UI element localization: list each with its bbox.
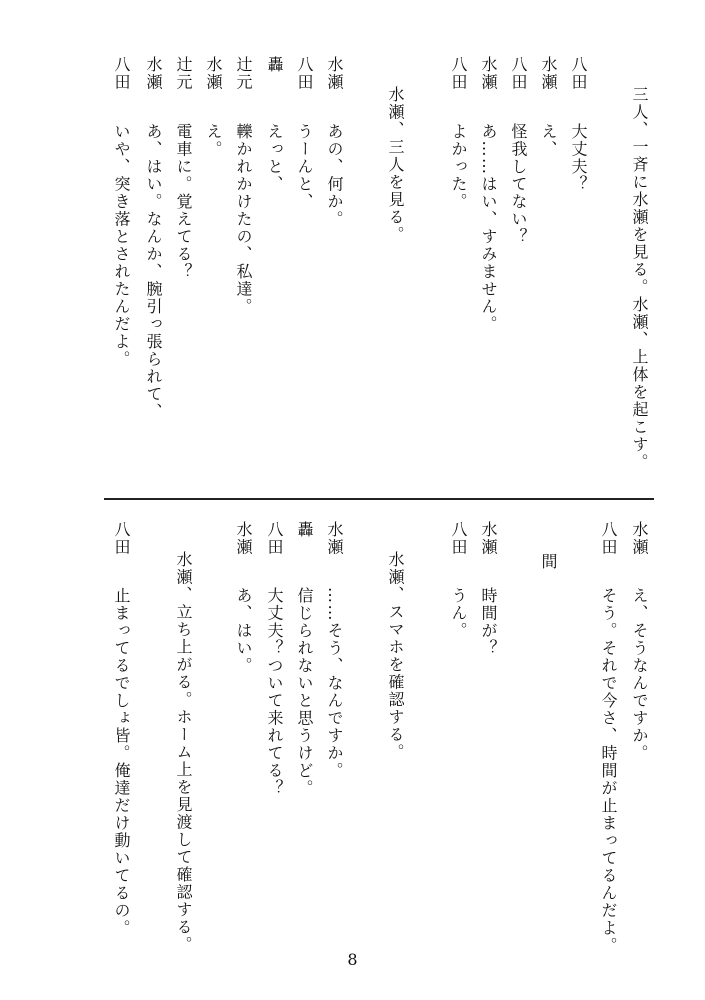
dialogue-line: 時間が？ (479, 587, 498, 657)
speaker-name: 八田 (449, 521, 468, 556)
section-divider (104, 498, 654, 500)
dialogue-line: よかった。 (449, 123, 468, 211)
speaker-name: 辻元 (234, 56, 253, 91)
page-number: 8 (347, 950, 358, 969)
pause-direction: 間 (539, 553, 558, 571)
dialogue-line: ……そう、なんですか。 (325, 587, 344, 780)
dialogue-line: うん。 (449, 587, 468, 640)
speaker-name: 八田 (295, 56, 314, 91)
dialogue-line: いや、突き落とされたんだよ。 (112, 123, 131, 368)
speaker-name: 轟 (265, 56, 284, 74)
speaker-name: 辻元 (174, 56, 193, 91)
speaker-name: 水瀬 (234, 521, 253, 556)
dialogue-line: 大丈夫？ついて来れてる？ (265, 587, 284, 797)
speaker-name: 八田 (265, 521, 284, 556)
speaker-name: 八田 (599, 521, 618, 556)
dialogue-line: 電車に。覚えてる？ (174, 123, 193, 281)
speaker-name: 八田 (509, 56, 528, 91)
dialogue-line: え、 (539, 123, 558, 158)
dialogue-line: 轢かれかけたの、私達。 (234, 123, 253, 316)
stage-direction: 水瀬、三人を見る。 (386, 86, 405, 244)
speaker-name: 八田 (569, 56, 588, 91)
dialogue-line: えっと、 (265, 123, 284, 193)
dialogue-line: 怪我してない？ (509, 123, 528, 246)
dialogue-line: あ、はい。なんか、腕引っ張られて、 (144, 123, 163, 421)
speaker-name: 水瀬 (479, 521, 498, 556)
dialogue-line: え。 (204, 123, 223, 158)
dialogue-line: そう。それで今さ、時間が止まってるんだよ。 (599, 587, 618, 955)
dialogue-line: あの、何か。 (325, 123, 344, 228)
bottom-script-section (0, 505, 705, 955)
dialogue-line: あ……はい、すみません。 (479, 123, 498, 333)
dialogue-line: 信じられないと思うけど。 (295, 587, 314, 797)
speaker-name: 水瀬 (204, 56, 223, 91)
top-script-section (0, 0, 705, 495)
dialogue-line: あ、はい。 (234, 587, 253, 675)
speaker-name: 八田 (112, 521, 131, 556)
speaker-name: 水瀬 (630, 521, 649, 556)
stage-direction: 三人、一斉に水瀬を見る。水瀬、上体を起こす。 (630, 86, 649, 471)
dialogue-line: 止まってるでしょ皆。俺達だけ動いてるの。 (112, 587, 131, 937)
dialogue-line: うーんと、 (295, 123, 314, 211)
speaker-name: 水瀬 (479, 56, 498, 91)
speaker-name: 八田 (449, 56, 468, 91)
stage-direction: 水瀬、スマホを確認する。 (386, 551, 405, 761)
speaker-name: 水瀬 (144, 56, 163, 91)
speaker-name: 水瀬 (539, 56, 558, 91)
speaker-name: 水瀬 (325, 521, 344, 556)
speaker-name: 八田 (112, 56, 131, 91)
dialogue-line: え、そうなんですか。 (630, 587, 649, 762)
speaker-name: 水瀬 (325, 56, 344, 91)
speaker-name: 轟 (295, 521, 314, 539)
dialogue-line: 大丈夫？ (569, 123, 588, 193)
stage-direction: 水瀬、立ち上がる。ホーム上を見渡して確認する。 (174, 551, 193, 954)
